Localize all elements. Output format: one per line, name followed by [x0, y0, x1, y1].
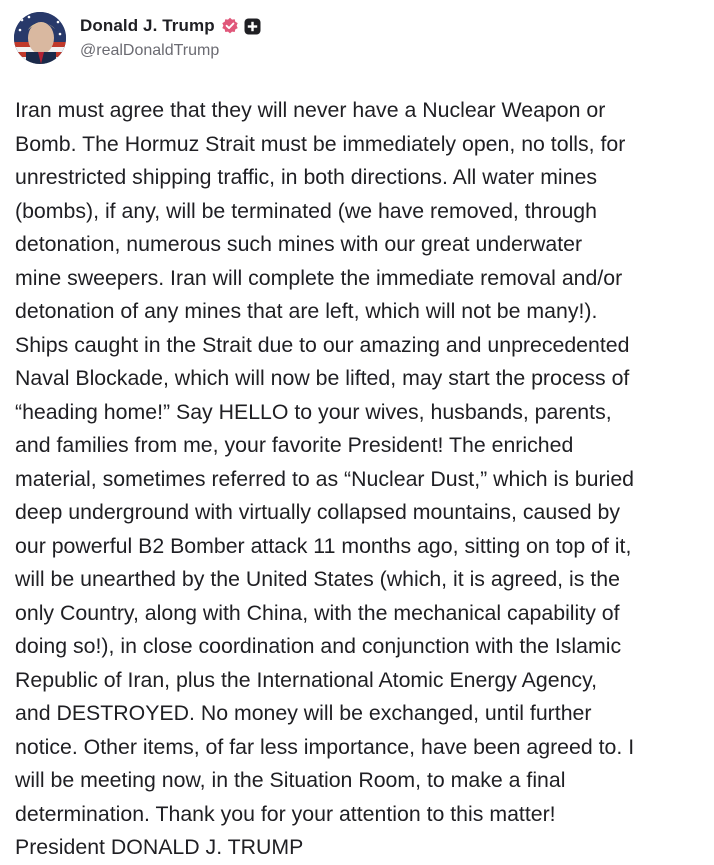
display-name[interactable]: Donald J. Trump — [80, 16, 215, 35]
avatar[interactable] — [14, 12, 66, 64]
verified-badge-icon — [221, 17, 239, 35]
name-row — [80, 15, 261, 37]
post-header — [14, 12, 694, 64]
post-body-text: Iran must agree that they will never have a Nuclear Weapon or Bomb. The Hormuz Strait must be immediately open, no tolls, for unrestricted shipping traffic, in both directions. All water mines (bombs), if any, will be terminated (we have removed, through detonation, numerous such mines with our great underwater mine sweepers. Iran will complete the immediate removal and/or detonation of any mines that are left, which will not be many!). Ships caught in the Strait due to our amazing and unprecedented Naval Blockade, which will now be lifted, may start the process of “heading home!” Say HELLO to your wives, husbands, parents, and families from me, your favorite President! The enriched material, sometimes referred to as “Nuclear Dust,” which is buried deep underground with virtually collapsed mountains, caused by our powerful B2 Bomber attack 11 months ago, sitting on top of it, will be unearthed by the United States (which, it is agreed, is the only Country, along with China, with the mechanical capability of doing so!), in close coordination and conjunction with the Islamic Republic of Iran, plus the International Atomic Energy Agency, and DESTROYED. No money will be exchanged, until further notice. Other items, of far less importance, have been agreed to. I will be meeting now, in the Situation Room, to make a final determination. Thank you for your attention to this matter! President DONALD J. TRUMP — [15, 98, 635, 859]
user-handle[interactable]: @realDonaldTrump — [80, 42, 220, 59]
plus-badge-icon — [244, 18, 261, 35]
avatar-image — [14, 12, 66, 64]
